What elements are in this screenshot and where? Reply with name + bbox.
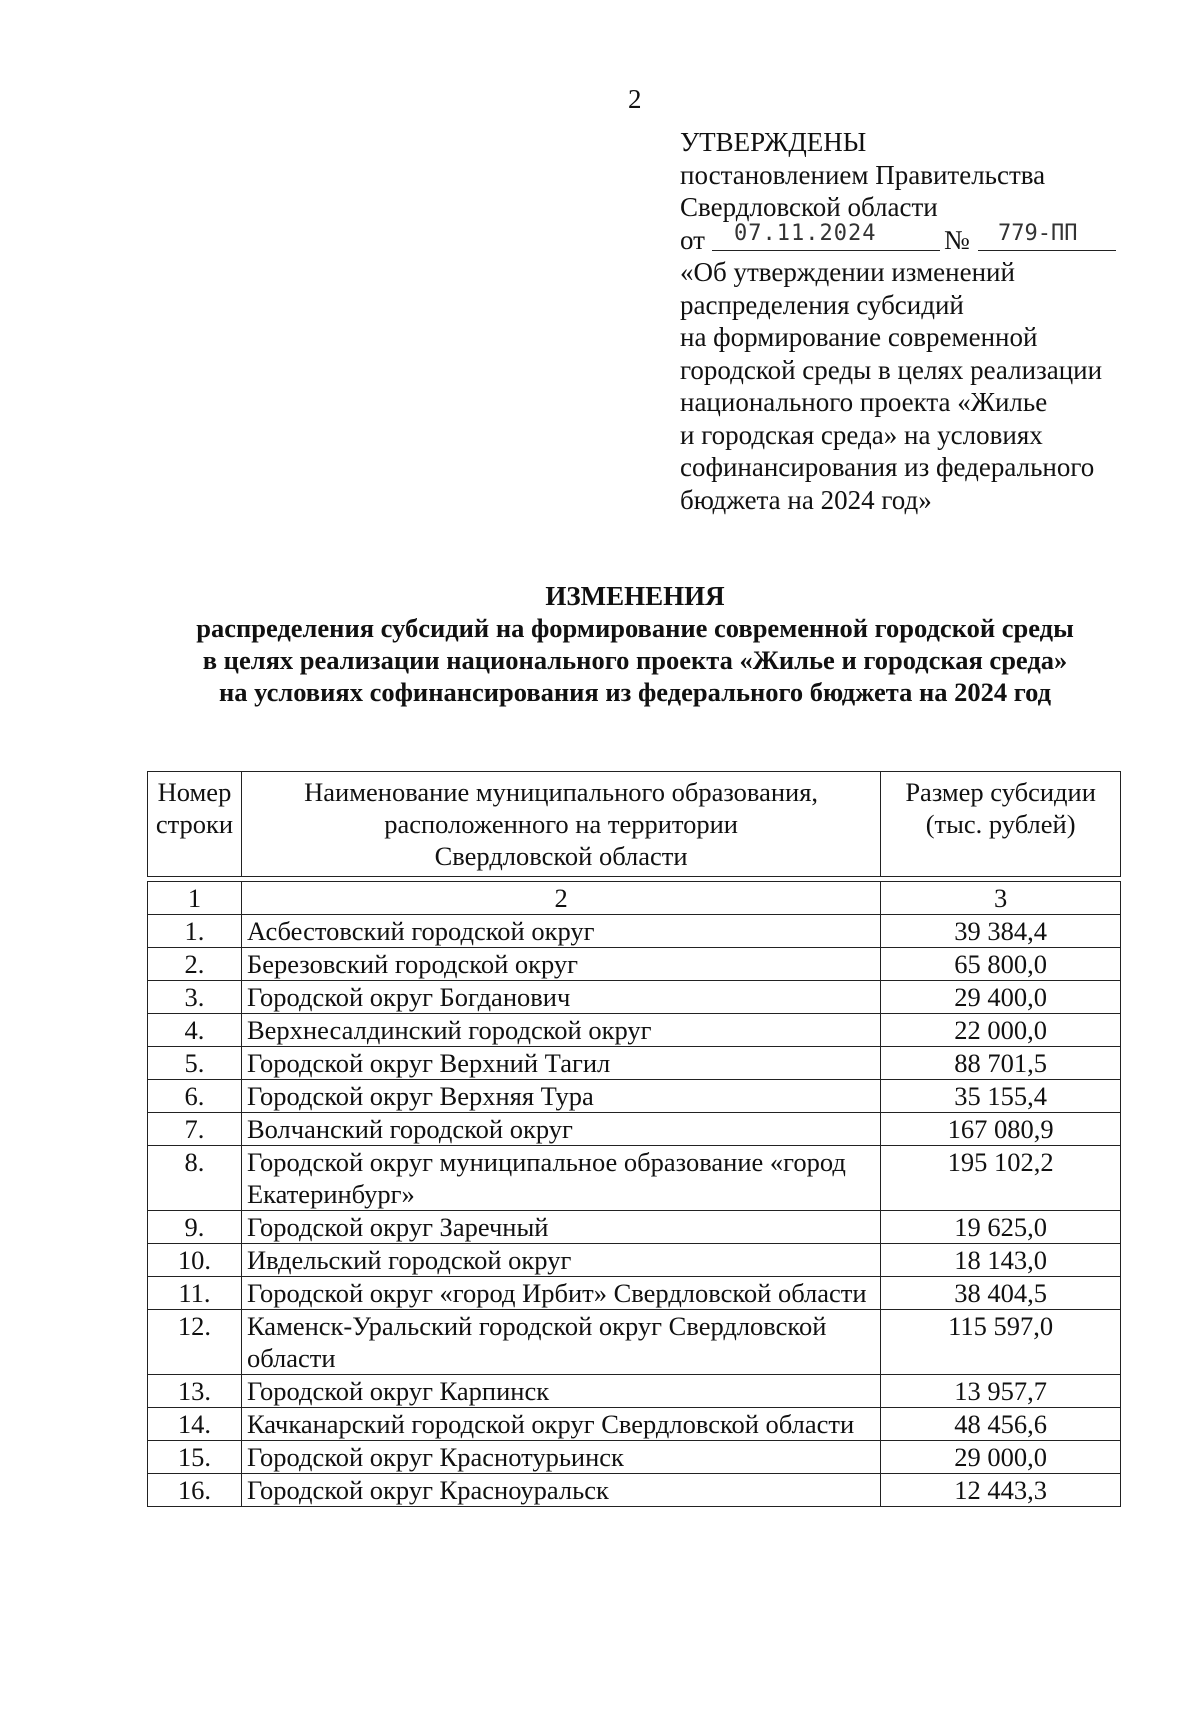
table-row (148, 948, 1121, 981)
row-number: 11. (148, 1277, 242, 1310)
table-row (148, 1047, 1121, 1080)
number-sign: № (944, 224, 970, 255)
header-municipality: Наименование муниципального образования, расположенного на территории Свердловской области (241, 772, 880, 877)
municipality-name: Каменск-Уральский городской округ Свердловской области (241, 1310, 880, 1375)
table-row (148, 1080, 1121, 1113)
municipality-name: Городской округ Красноуральск (241, 1474, 880, 1507)
approval-stamp (680, 126, 1140, 516)
municipality-name: Городской округ Богданович (241, 981, 880, 1014)
municipality-name: Городской округ Заречный (241, 1211, 880, 1244)
municipality-name: Ивдельский городской округ (241, 1244, 880, 1277)
municipality-name: Березовский городской округ (241, 948, 880, 981)
row-number: 1. (148, 915, 242, 948)
municipality-name: Городской округ «город Ирбит» Свердловской области (241, 1277, 880, 1310)
subsidy-amount: 39 384,4 (881, 915, 1121, 948)
row-number: 16. (148, 1474, 242, 1507)
approval-title: УТВЕРЖДЕНЫ (680, 127, 867, 157)
municipality-name: Волчанский городской округ (241, 1113, 880, 1146)
row-number: 5. (148, 1047, 242, 1080)
municipality-name: Городской округ Карпинск (241, 1375, 880, 1408)
row-number: 12. (148, 1310, 242, 1375)
heading-title: ИЗМЕНЕНИЯ (545, 581, 725, 611)
approval-line-2: Свердловской области (680, 192, 938, 222)
municipality-name: Городской округ Верхняя Тура (241, 1080, 880, 1113)
approval-subject-line: национального проекта «Жилье (680, 387, 1048, 417)
approval-subject-line: и городская среда» на условиях (680, 419, 1043, 450)
table-row (148, 1277, 1121, 1310)
subsidy-amount: 22 000,0 (881, 1014, 1121, 1047)
row-number: 2. (148, 948, 242, 981)
document-heading (120, 580, 1150, 708)
row-number: 10. (148, 1244, 242, 1277)
row-number: 15. (148, 1441, 242, 1474)
subsidy-amount: 167 080,9 (881, 1113, 1121, 1146)
subsidy-amount: 29 400,0 (881, 981, 1121, 1014)
subsidy-amount: 18 143,0 (881, 1244, 1121, 1277)
municipality-name: Городской округ Краснотурьинск (241, 1441, 880, 1474)
approval-date-line (680, 220, 1140, 257)
row-number: 14. (148, 1408, 242, 1441)
table-header-row (148, 772, 1121, 877)
approval-subject-line: бюджета на 2024 год» (680, 484, 932, 515)
table-row (148, 1310, 1121, 1375)
subsidy-amount: 115 597,0 (881, 1310, 1121, 1375)
approval-date: 07.11.2024 (734, 220, 877, 246)
header-row-number: Номер строки (148, 772, 242, 877)
approval-subject-line: на формирование современной (680, 322, 1038, 352)
row-number: 9. (148, 1211, 242, 1244)
column-numbers-row (148, 882, 1121, 915)
municipality-name: Городской округ муниципальное образование «город Екатеринбург» (241, 1146, 880, 1211)
subsidy-amount: 88 701,5 (881, 1047, 1121, 1080)
table-row (148, 1375, 1121, 1408)
header-subsidy-amount: Размер субсидии (тыс. рублей) (881, 772, 1121, 877)
subsidy-amount: 12 443,3 (881, 1474, 1121, 1507)
municipality-name: Асбестовский городской округ (241, 915, 880, 948)
table-row (148, 1146, 1121, 1211)
approval-subject-line: распределения субсидий (680, 289, 964, 320)
subsidies-table (147, 771, 1121, 1507)
heading-line: в целях реализации национального проекта «Жилье и городская среда» (202, 645, 1068, 675)
subsidy-amount: 195 102,2 (881, 1146, 1121, 1211)
subsidy-amount: 38 404,5 (881, 1277, 1121, 1310)
approval-number: 779-ПП (998, 220, 1078, 246)
municipality-name: Верхнесалдинский городской округ (241, 1014, 880, 1047)
table-row (148, 1474, 1121, 1507)
subsidy-amount: 19 625,0 (881, 1211, 1121, 1244)
approval-subject-line: софинансирования из федерального (680, 452, 1095, 482)
heading-line: распределения субсидий на формирование современной городской среды (196, 613, 1074, 643)
table-row (148, 1408, 1121, 1441)
ot-label: от (680, 224, 705, 255)
table-row (148, 915, 1121, 948)
column-number: 2 (241, 882, 880, 915)
column-number: 1 (148, 882, 242, 915)
municipality-name: Городской округ Верхний Тагил (241, 1047, 880, 1080)
subsidy-amount: 29 000,0 (881, 1441, 1121, 1474)
table-row (148, 1441, 1121, 1474)
row-number: 7. (148, 1113, 242, 1146)
row-number: 3. (148, 981, 242, 1014)
subsidy-amount: 65 800,0 (881, 948, 1121, 981)
subsidy-amount: 13 957,7 (881, 1375, 1121, 1408)
municipality-name: Качканарский городской округ Свердловской области (241, 1408, 880, 1441)
subsidy-amount: 48 456,6 (881, 1408, 1121, 1441)
column-number: 3 (881, 882, 1121, 915)
table-row (148, 1244, 1121, 1277)
approval-subject-line: городской среды в целях реализации (680, 354, 1103, 385)
row-number: 8. (148, 1146, 242, 1211)
table-row (148, 1211, 1121, 1244)
row-number: 4. (148, 1014, 242, 1047)
table-row (148, 981, 1121, 1014)
heading-line: на условиях софинансирования из федерального бюджета на 2024 год (218, 677, 1051, 707)
approval-line-1: постановлением Правительства (680, 159, 1046, 190)
subsidy-amount: 35 155,4 (881, 1080, 1121, 1113)
table-row (148, 1113, 1121, 1146)
table-row (148, 1014, 1121, 1047)
page-number: 2 (628, 84, 642, 114)
approval-subject-line: «Об утверждении изменений (680, 257, 1015, 287)
row-number: 6. (148, 1080, 242, 1113)
row-number: 13. (148, 1375, 242, 1408)
